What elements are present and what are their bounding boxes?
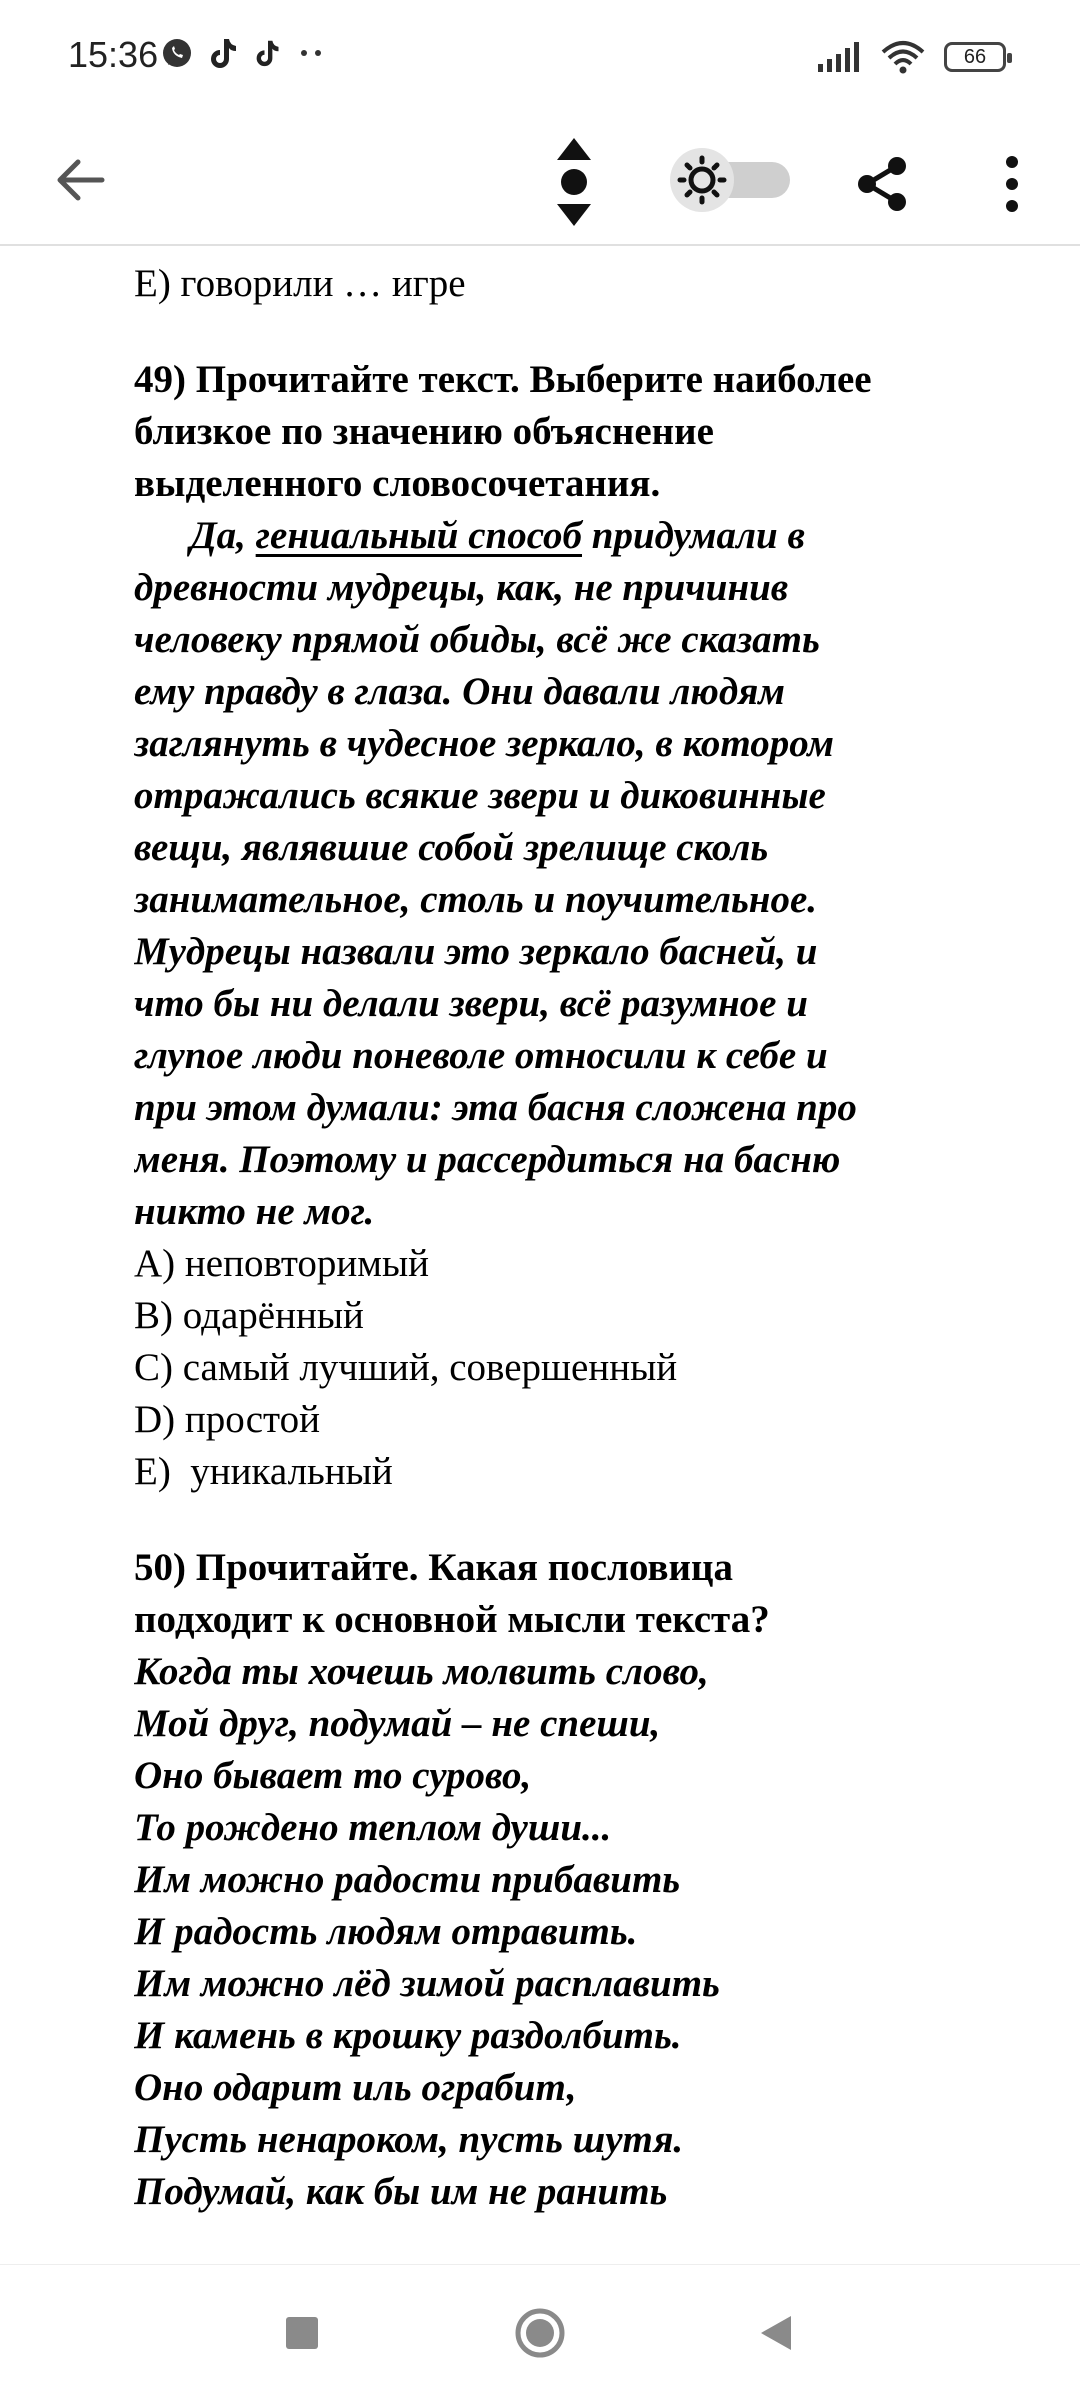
q50-title-line: подходит к основной мысли текста? xyxy=(134,1598,770,1641)
night-mode-toggle[interactable] xyxy=(668,146,792,214)
q49-text-line: Мудрецы назвали это зеркало басней, и xyxy=(134,930,818,973)
brightness-toggle-icon xyxy=(668,146,792,214)
q49-text-line: при этом думали: эта басня сложена про xyxy=(134,1086,857,1129)
q50-poem-line: Им можно лёд зимой расплавить xyxy=(134,1962,720,2005)
triangle-back-icon xyxy=(757,2313,795,2353)
q50-poem-line: И камень в крошку раздолбить. xyxy=(134,2014,682,2057)
q50-poem-line: Пусть ненароком, пусть шутя. xyxy=(134,2118,684,2161)
square-icon xyxy=(284,2315,320,2351)
document-page[interactable] xyxy=(134,244,1034,2264)
q49-text-line: меня. Поэтому и рассердиться на басню xyxy=(134,1138,841,1181)
q50-poem-line: То рождено теплом души... xyxy=(134,1806,612,1849)
battery-level: 66 xyxy=(963,45,987,68)
q49-text-line: заглянуть в чудесное зеркало, в котором xyxy=(134,722,834,765)
more-vertical-icon xyxy=(1004,154,1020,214)
app-toolbar xyxy=(0,120,1080,246)
q49-option-a: A) неповторимый xyxy=(134,1242,430,1285)
status-time: 15:36 xyxy=(68,34,159,75)
q50-poem-line: Мой друг, подумай – не спеши, xyxy=(134,1702,661,1745)
question-49 xyxy=(134,354,1034,1498)
q49-title-line: выделенного словосочетания. xyxy=(134,462,661,505)
tiktok-icon xyxy=(208,36,240,70)
more-dots-icon xyxy=(296,47,326,59)
q50-poem-line: Подумай, как бы им не ранить xyxy=(134,2170,668,2213)
cut-off-line xyxy=(134,244,1034,258)
question-50 xyxy=(134,1542,1034,2218)
q49-title-line: близкое по значению объяснение xyxy=(134,410,714,453)
back-nav-button[interactable] xyxy=(744,2301,808,2365)
q49-text-suffix: придумали в xyxy=(582,514,805,557)
recents-button[interactable] xyxy=(270,2301,334,2365)
notification-icons xyxy=(160,36,326,70)
share-button[interactable] xyxy=(838,140,926,228)
q49-option-c: C) самый лучший, совершенный xyxy=(134,1346,678,1389)
more-options-button[interactable] xyxy=(982,140,1042,228)
q49-option-d: D) простой xyxy=(134,1398,320,1441)
q49-text-line: человеку прямой обиды, всё же сказать xyxy=(134,618,820,661)
q50-poem-line: И радость людям отравить. xyxy=(134,1910,638,1953)
prev-question-option-e: E) говорили … игре xyxy=(134,262,466,305)
q49-title-line: 49) Прочитайте текст. Выберите наиболее xyxy=(134,358,872,401)
highlighted-phrase: гениальный способ xyxy=(255,514,582,557)
circle-icon xyxy=(513,2306,567,2360)
q50-poem-line: Когда ты хочешь молвить слово, xyxy=(134,1650,709,1693)
q49-option-e: E) уникальный xyxy=(134,1450,393,1493)
q49-text-first-line xyxy=(134,510,1034,562)
status-bar xyxy=(0,0,1080,120)
q49-text-line: глупое люди поневоле относили к себе и xyxy=(134,1034,828,1077)
battery-icon xyxy=(944,42,1006,72)
q50-poem-line: Оно бывает то сурово, xyxy=(134,1754,532,1797)
q49-text-line: отражались всякие звери и диковинные xyxy=(134,774,826,817)
q49-option-b: B) одарённый xyxy=(134,1294,364,1337)
q49-text-line: занимательное, столь и поучительное. xyxy=(134,878,818,921)
q50-poem-line: Им можно радости прибавить xyxy=(134,1858,681,1901)
q49-text-prefix: Да, xyxy=(190,514,256,557)
q49-text-line: древности мудрецы, как, не причинив xyxy=(134,566,789,609)
scroll-up-down-icon xyxy=(551,134,597,230)
q49-text-line: ему правду в глаза. Они давали людям xyxy=(134,670,786,713)
back-button[interactable] xyxy=(40,140,120,220)
system-icons xyxy=(816,40,1006,74)
system-nav-bar xyxy=(0,2264,1080,2401)
arrow-left-icon xyxy=(54,158,106,202)
home-button[interactable] xyxy=(508,2301,572,2365)
share-icon xyxy=(853,154,911,214)
scroll-toggle-button[interactable] xyxy=(536,128,612,236)
tiktok-icon xyxy=(254,38,282,68)
q50-title-line: 50) Прочитайте. Какая пословица xyxy=(134,1546,733,1589)
whatsapp-icon xyxy=(160,36,194,70)
q49-text-line: вещи, являвшие собой зрелище сколь xyxy=(134,826,769,869)
q49-text-line: что бы ни делали звери, всё разумное и xyxy=(134,982,808,1025)
wifi-icon xyxy=(880,40,926,74)
q49-text-line: никто не мог. xyxy=(134,1190,375,1233)
signal-icon xyxy=(816,42,862,72)
q50-poem-line: Оно одарит иль ограбит, xyxy=(134,2066,577,2109)
